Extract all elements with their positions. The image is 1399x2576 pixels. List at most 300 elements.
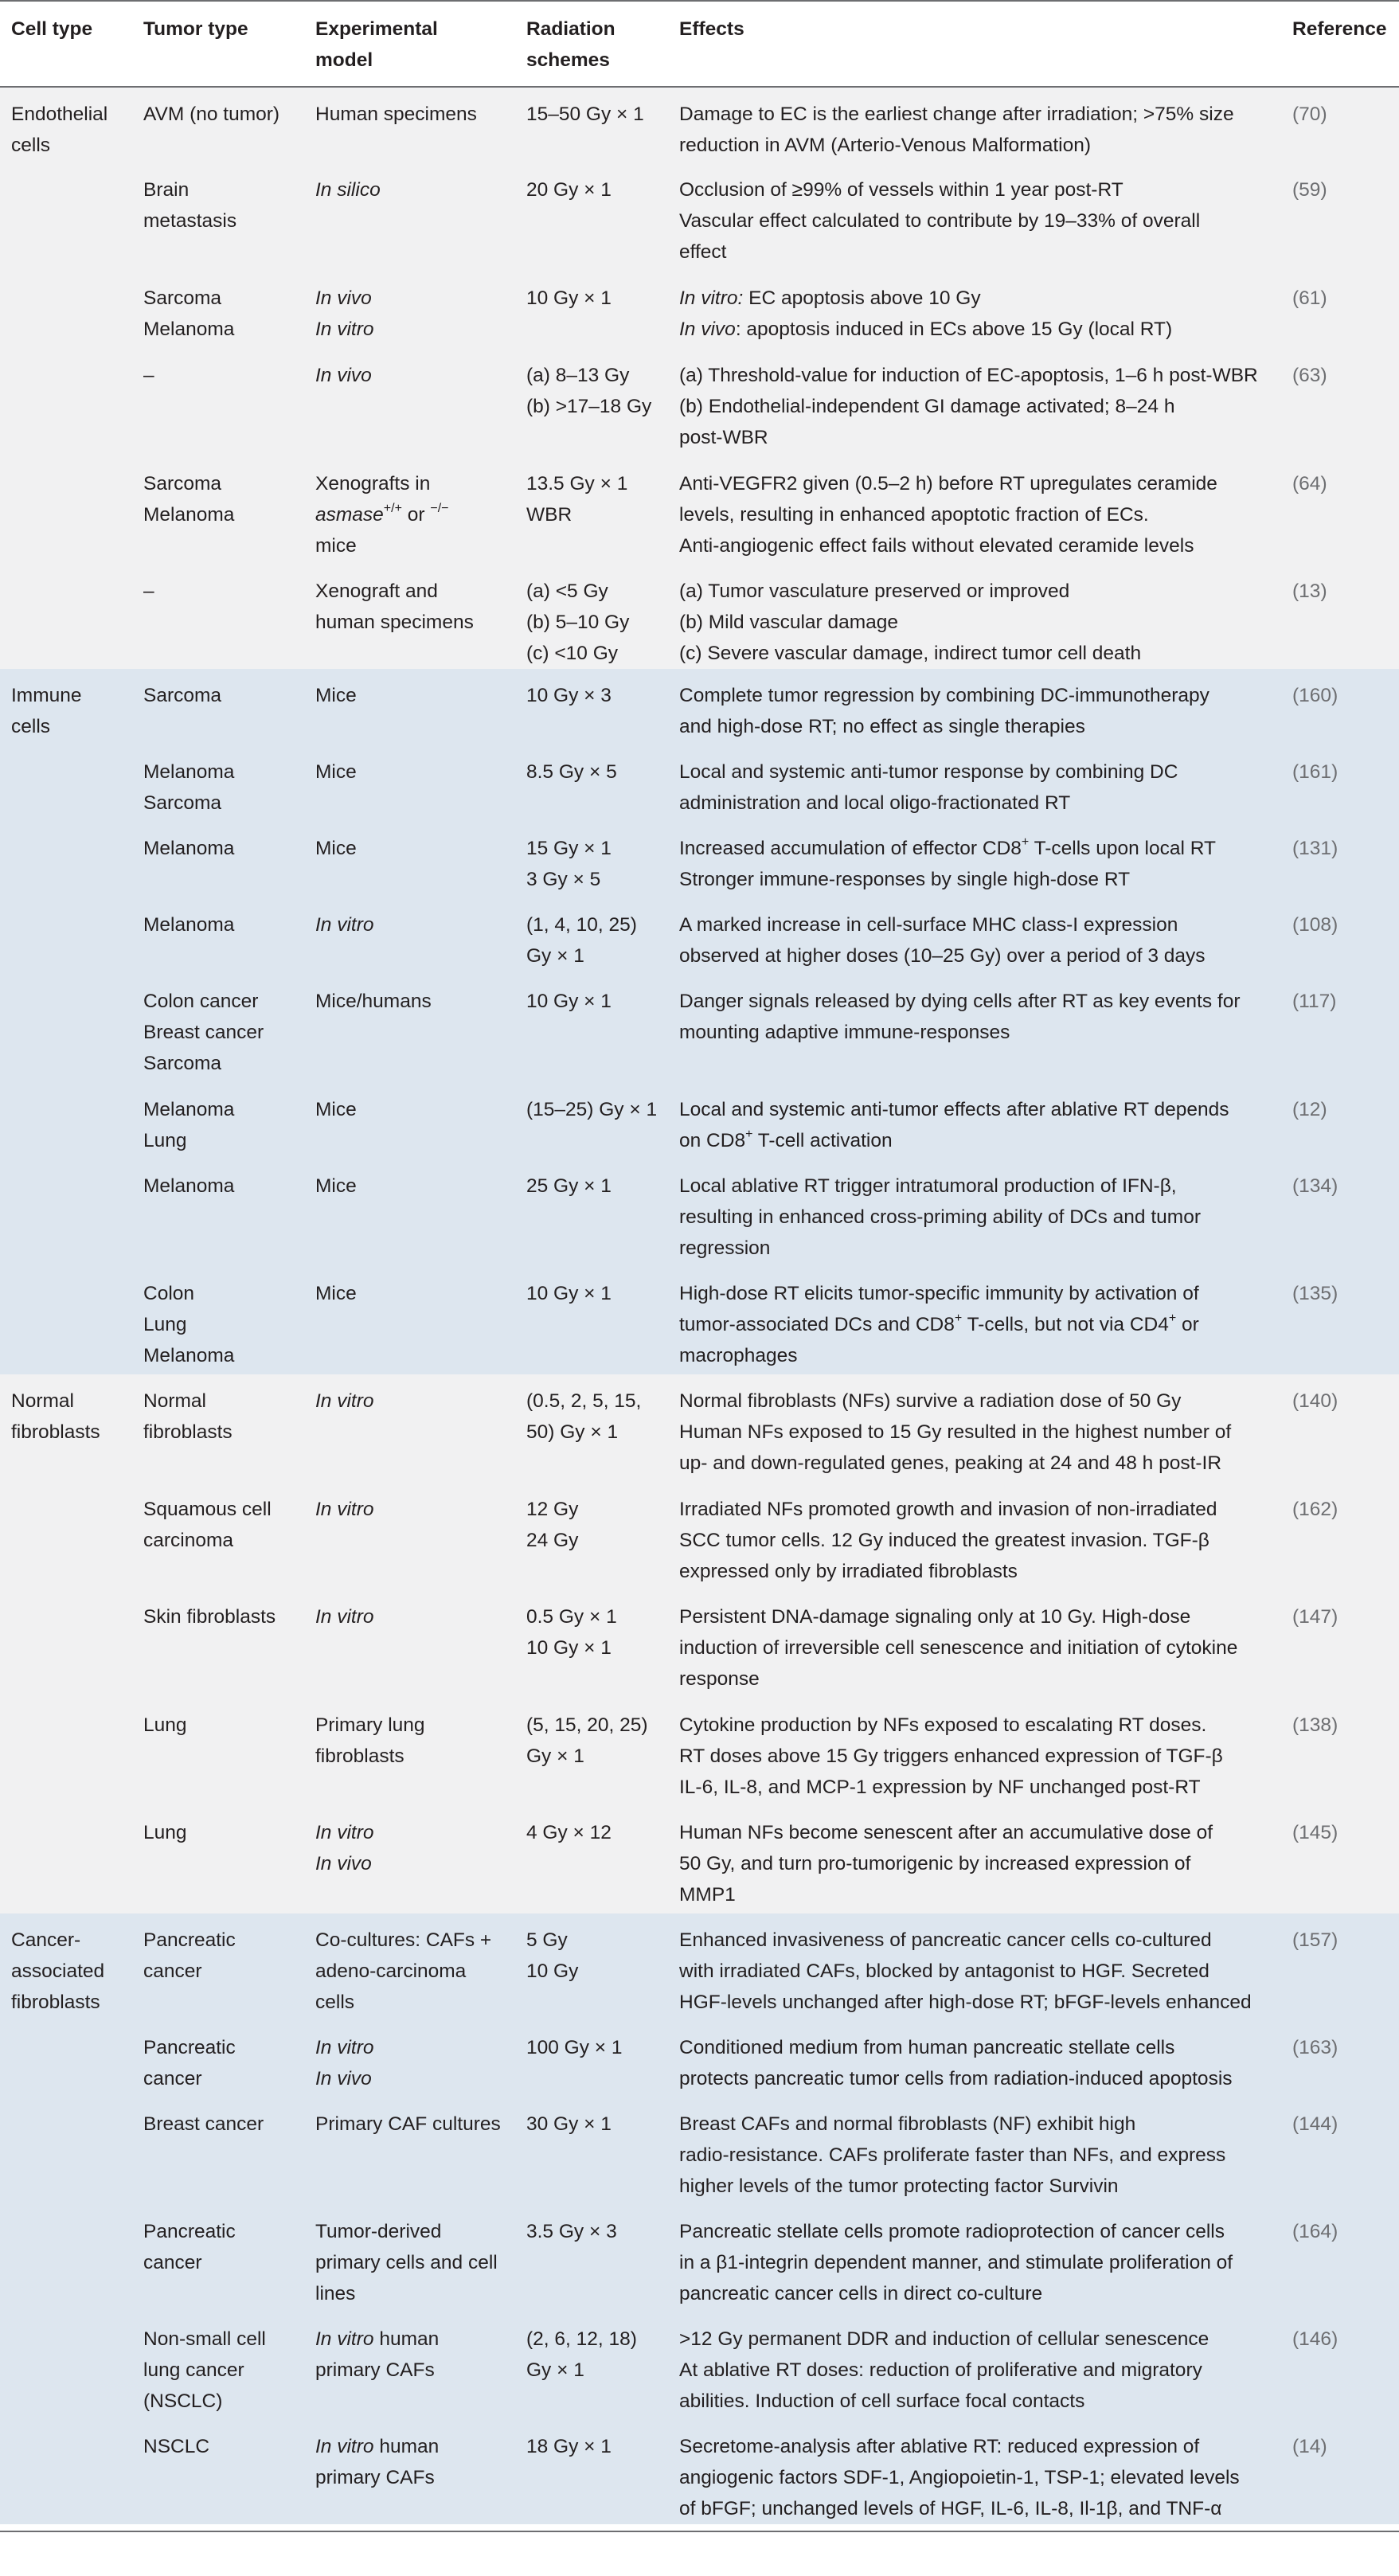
- table-row: [0, 822, 1399, 898]
- effects-text: Vascular effect calculated to contribute by 19–33% of overall: [679, 210, 1201, 232]
- effects-text: induction of irreversible cell senescence and initiation of cytokine: [679, 1637, 1238, 1659]
- reference-link[interactable]: (131): [1292, 838, 1338, 859]
- effects-cell: [668, 2420, 1281, 2524]
- cell-type-label: Normal: [11, 1390, 74, 1412]
- tumor-type-text: NSCLC: [143, 2436, 210, 2457]
- reference-cell: [1281, 457, 1399, 565]
- reference-link[interactable]: (13): [1292, 580, 1327, 602]
- scheme-text: 100 Gy × 1: [526, 2037, 623, 2058]
- model-text: Human specimens: [315, 104, 477, 125]
- effects-text: macrophages: [679, 1345, 798, 1366]
- scheme-text: 3 Gy × 5: [526, 869, 601, 890]
- table-header: [0, 1, 1399, 87]
- effects-text: Anti-angiogenic effect fails without elevated ceramide levels: [679, 535, 1194, 557]
- effects-text: Irradiated NFs promoted growth and invasion of non-irradiated: [679, 1499, 1217, 1520]
- model-text: In vivo: [315, 2068, 372, 2089]
- experimental-model-cell: [304, 1483, 515, 1590]
- tumor-type-cell: [132, 457, 304, 565]
- effects-text: regression: [679, 1237, 771, 1259]
- reference-cell: [1281, 2420, 1399, 2524]
- tumor-type-text: lung cancer: [143, 2359, 244, 2381]
- header-tumor-type: Tumor type: [132, 1, 304, 87]
- table-row: [0, 745, 1399, 822]
- cell-type-cell: [0, 349, 132, 457]
- reference-link[interactable]: (61): [1292, 287, 1327, 309]
- experimental-model-cell: [304, 745, 515, 822]
- tumor-type-cell: [132, 1590, 304, 1698]
- experimental-model-cell: [304, 2420, 515, 2524]
- effects-text: effect: [679, 241, 727, 263]
- effects-cell: [668, 349, 1281, 457]
- cell-type-label: cells: [11, 135, 51, 156]
- experimental-model-cell: [304, 87, 515, 163]
- scheme-text: 18 Gy × 1: [526, 2436, 612, 2457]
- reference-cell: [1281, 1159, 1399, 1267]
- effects-text: RT doses above 15 Gy triggers enhanced expression of TGF-β: [679, 1745, 1223, 1767]
- table-row: [0, 457, 1399, 565]
- reference-link[interactable]: (140): [1292, 1390, 1338, 1412]
- model-text: Primary CAF cultures: [315, 2113, 501, 2135]
- radiation-scheme-cell: [515, 1159, 668, 1267]
- reference-link[interactable]: (147): [1292, 1606, 1338, 1628]
- tumor-type-text: cancer: [143, 2068, 202, 2089]
- tumor-type-cell: [132, 822, 304, 898]
- model-text: Mice/humans: [315, 991, 432, 1012]
- effects-cell: [668, 457, 1281, 565]
- model-text: In vitro: [315, 2037, 374, 2058]
- tumor-type-text: cancer: [143, 2252, 202, 2273]
- reference-link[interactable]: (145): [1292, 1822, 1338, 1843]
- cell-type-cell: [0, 457, 132, 565]
- table-row: [0, 898, 1399, 975]
- radiation-scheme-cell: [515, 669, 668, 745]
- model-text: Xenografts in: [315, 473, 431, 494]
- effects-text: Pancreatic stellate cells promote radioprotection of cancer cells: [679, 2221, 1225, 2242]
- tumor-type-text: Lung: [143, 1130, 187, 1151]
- header-row: [0, 1, 1399, 87]
- effects-text: up- and down-regulated genes, peaking at 24 and 48 h post-IR: [679, 1452, 1222, 1474]
- cell-type-cell: [0, 1374, 132, 1483]
- effects-text: HGF-levels unchanged after high-dose RT; bFGF-levels enhanced: [679, 1992, 1252, 2013]
- scheme-text: 25 Gy × 1: [526, 1175, 612, 1197]
- effects-text: At ablative RT doses: reduction of proliferative and migratory: [679, 2359, 1202, 2381]
- reference-link[interactable]: (59): [1292, 179, 1327, 201]
- table-row: [0, 975, 1399, 1083]
- tumor-type-text: Non-small cell: [143, 2328, 266, 2350]
- effects-text: Damage to EC is the earliest change after irradiation; >75% size: [679, 104, 1234, 125]
- scheme-text: (b) >17–18 Gy: [526, 396, 652, 417]
- experimental-model-cell: [304, 349, 515, 457]
- reference-link[interactable]: (163): [1292, 2037, 1338, 2058]
- reference-cell: [1281, 669, 1399, 745]
- model-text: In vivo: [315, 365, 372, 386]
- radiation-scheme-cell: [515, 2205, 668, 2312]
- reference-link[interactable]: (146): [1292, 2328, 1338, 2350]
- effects-text: Human NFs exposed to 15 Gy resulted in the highest number of: [679, 1421, 1232, 1443]
- model-text: primary cells and cell: [315, 2252, 498, 2273]
- tumor-type-cell: [132, 2021, 304, 2097]
- effects-cell: [668, 1913, 1281, 2021]
- tumor-type-text: Sarcoma: [143, 1053, 222, 1074]
- scheme-text: 5 Gy: [526, 1929, 568, 1951]
- effects-cell: [668, 822, 1281, 898]
- tumor-type-cell: [132, 163, 304, 272]
- experimental-model-cell: [304, 1913, 515, 2021]
- tumor-type-cell: [132, 2097, 304, 2205]
- model-text: In vitro: [315, 1390, 374, 1412]
- cell-type-group: [0, 87, 1399, 669]
- tumor-type-text: Skin fibroblasts: [143, 1606, 276, 1628]
- scheme-text: 10 Gy × 1: [526, 991, 612, 1012]
- radiation-scheme-cell: [515, 1590, 668, 1698]
- effects-text: reduction in AVM (Arterio-Venous Malformation): [679, 135, 1091, 156]
- model-text: In vivo: [315, 287, 372, 309]
- scheme-text: 10 Gy: [526, 1960, 579, 1982]
- effects-text: Danger signals released by dying cells after RT as key events for: [679, 991, 1241, 1012]
- effects-cell: [668, 2097, 1281, 2205]
- effects-text: (b) Endothelial-independent GI damage activated; 8–24 h: [679, 396, 1175, 417]
- effects-text: >12 Gy permanent DDR and induction of cellular senescence: [679, 2328, 1209, 2350]
- scheme-text: (2, 6, 12, 18): [526, 2328, 637, 2350]
- radiation-scheme-cell: [515, 565, 668, 669]
- effects-text: In vitro: EC apoptosis above 10 Gy: [679, 287, 981, 309]
- radiation-scheme-cell: [515, 1083, 668, 1159]
- cell-type-cell: [0, 2420, 132, 2524]
- effects-text: angiogenic factors SDF-1, Angiopoietin-1, TSP-1; elevated levels: [679, 2467, 1240, 2488]
- model-text: Co-cultures: CAFs +: [315, 1929, 492, 1951]
- table-row: [0, 1159, 1399, 1267]
- tumor-type-text: cancer: [143, 1960, 202, 1982]
- cell-type-cell: [0, 1806, 132, 1913]
- radiation-scheme-cell: [515, 1698, 668, 1806]
- model-text: asmase+/+ or −/−: [315, 501, 449, 526]
- reference-cell: [1281, 565, 1399, 669]
- bottom-rule: [0, 2524, 1399, 2531]
- scheme-text: (15–25) Gy × 1: [526, 1099, 658, 1120]
- cell-type-cell: [0, 1698, 132, 1806]
- effects-text: (c) Severe vascular damage, indirect tumor cell death: [679, 643, 1142, 664]
- scheme-text: Gy × 1: [526, 2359, 584, 2381]
- radiation-scheme-cell: [515, 2097, 668, 2205]
- experimental-model-cell: [304, 898, 515, 975]
- effects-text: abilities. Induction of cell surface focal contacts: [679, 2390, 1085, 2412]
- cell-type-label: fibroblasts: [11, 1421, 100, 1443]
- effects-text: of bFGF; unchanged levels of HGF, IL-6, IL-8, Il-1β, and TNF-α: [679, 2498, 1222, 2519]
- effects-cell: [668, 565, 1281, 669]
- effects-text: protects pancreatic tumor cells from radiation-induced apoptosis: [679, 2068, 1233, 2089]
- reference-link[interactable]: (161): [1292, 761, 1338, 783]
- table-row: [0, 272, 1399, 349]
- tumor-type-cell: [132, 87, 304, 163]
- tumor-type-cell: [132, 1159, 304, 1267]
- reference-link[interactable]: (108): [1292, 914, 1338, 936]
- reference-cell: [1281, 1483, 1399, 1590]
- effects-text: tumor-associated DCs and CD8+ T-cells, but not via CD4+ or: [679, 1311, 1199, 1335]
- tumor-type-text: Melanoma: [143, 914, 235, 936]
- cell-type-label: cells: [11, 716, 51, 737]
- radiation-scheme-cell: [515, 745, 668, 822]
- reference-link[interactable]: (164): [1292, 2221, 1338, 2242]
- effects-text: Secretome-analysis after ablative RT: reduced expression of: [679, 2436, 1200, 2457]
- reference-cell: [1281, 745, 1399, 822]
- tumor-type-text: Squamous cell: [143, 1499, 272, 1520]
- scheme-text: 10 Gy × 1: [526, 1637, 612, 1659]
- reference-cell: [1281, 87, 1399, 163]
- reference-link[interactable]: (144): [1292, 2113, 1338, 2135]
- tumor-type-text: Melanoma: [143, 1345, 235, 1366]
- radiation-scheme-cell: [515, 457, 668, 565]
- header-radiation-schemes: Radiation schemes: [515, 1, 668, 87]
- scheme-text: Gy × 1: [526, 945, 584, 967]
- effects-cell: [668, 1159, 1281, 1267]
- table-row: [0, 1374, 1399, 1483]
- cell-type-cell: [0, 163, 132, 272]
- effects-text: post-WBR: [679, 427, 768, 448]
- tumor-type-text: –: [143, 365, 154, 386]
- experimental-model-cell: [304, 2097, 515, 2205]
- model-text: Xenograft and: [315, 580, 438, 602]
- reference-cell: [1281, 1267, 1399, 1374]
- effects-text: Conditioned medium from human pancreatic stellate cells: [679, 2037, 1175, 2058]
- effects-text: In vivo: apoptosis induced in ECs above 15 Gy (local RT): [679, 319, 1173, 340]
- experimental-model-cell: [304, 1083, 515, 1159]
- tumor-type-text: Colon cancer: [143, 991, 259, 1012]
- cell-type-cell: [0, 2097, 132, 2205]
- table-row: [0, 1806, 1399, 1913]
- radiation-scheme-cell: [515, 1374, 668, 1483]
- table-row: [0, 163, 1399, 272]
- tumor-type-cell: [132, 669, 304, 745]
- reference-link[interactable]: (138): [1292, 1714, 1338, 1736]
- effects-text: 50 Gy, and turn pro-tumorigenic by increased expression of: [679, 1853, 1191, 1874]
- scheme-text: 8.5 Gy × 5: [526, 761, 617, 783]
- cell-type-cell: [0, 2205, 132, 2312]
- reference-link[interactable]: (160): [1292, 685, 1338, 706]
- effects-text: (b) Mild vascular damage: [679, 612, 899, 633]
- cell-type-label: associated: [11, 1960, 105, 1982]
- header-experimental-model: Experimental model: [304, 1, 515, 87]
- tumor-type-cell: [132, 1913, 304, 2021]
- model-text: Primary lung: [315, 1714, 425, 1736]
- reference-cell: [1281, 1913, 1399, 2021]
- model-text: Mice: [315, 838, 357, 859]
- cell-type-cell: [0, 898, 132, 975]
- effects-cell: [668, 1083, 1281, 1159]
- reference-cell: [1281, 163, 1399, 272]
- reference-link[interactable]: (162): [1292, 1499, 1338, 1520]
- effects-cell: [668, 745, 1281, 822]
- model-text: Mice: [315, 761, 357, 783]
- radiation-scheme-cell: [515, 1267, 668, 1374]
- table-row: [0, 2312, 1399, 2420]
- tumor-type-text: Pancreatic: [143, 2037, 236, 2058]
- reference-cell: [1281, 975, 1399, 1083]
- model-text: mice: [315, 535, 357, 557]
- experimental-model-cell: [304, 565, 515, 669]
- effects-text: with irradiated CAFs, blocked by antagonist to HGF. Secreted: [679, 1960, 1209, 1982]
- cell-type-cell: [0, 975, 132, 1083]
- effects-cell: [668, 1374, 1281, 1483]
- table-row: [0, 1483, 1399, 1590]
- reference-link[interactable]: (135): [1292, 1283, 1338, 1304]
- experimental-model-cell: [304, 1806, 515, 1913]
- effects-text: expressed only by irradiated fibroblasts: [679, 1561, 1018, 1582]
- reference-cell: [1281, 2205, 1399, 2312]
- reference-link[interactable]: (63): [1292, 365, 1327, 386]
- tumor-type-text: Normal: [143, 1390, 206, 1412]
- experimental-model-cell: [304, 457, 515, 565]
- reference-cell: [1281, 822, 1399, 898]
- effects-text: Anti-VEGFR2 given (0.5–2 h) before RT upregulates ceramide: [679, 473, 1217, 494]
- effects-text: response: [679, 1668, 760, 1690]
- table-row: [0, 669, 1399, 745]
- table-row: [0, 1698, 1399, 1806]
- reference-cell: [1281, 1590, 1399, 1698]
- tumor-type-text: Melanoma: [143, 504, 235, 526]
- cell-type-cell: [0, 1159, 132, 1267]
- tumor-type-text: carcinoma: [143, 1530, 234, 1551]
- reference-cell: [1281, 272, 1399, 349]
- effects-text: Complete tumor regression by combining DC-immunotherapy: [679, 685, 1209, 706]
- effects-text: A marked increase in cell-surface MHC class-I expression: [679, 914, 1178, 936]
- effects-cell: [668, 2205, 1281, 2312]
- cell-type-cell: [0, 1913, 132, 2021]
- radiation-scheme-cell: [515, 87, 668, 163]
- reference-cell: [1281, 1806, 1399, 1913]
- tumor-type-text: Lung: [143, 1714, 187, 1736]
- effects-cell: [668, 1590, 1281, 1698]
- experimental-model-cell: [304, 1590, 515, 1698]
- model-text: lines: [315, 2283, 356, 2304]
- cell-type-label: Endothelial: [11, 104, 108, 125]
- tumor-type-text: Brain: [143, 179, 190, 201]
- tumor-type-text: Melanoma: [143, 838, 235, 859]
- effects-cell: [668, 163, 1281, 272]
- reference-link[interactable]: (12): [1292, 1099, 1327, 1120]
- model-text: In vitro: [315, 1822, 374, 1843]
- tumor-type-text: AVM (no tumor): [143, 104, 280, 125]
- effects-text: High-dose RT elicits tumor-specific immunity by activation of: [679, 1283, 1199, 1304]
- cell-type-cell: [0, 1590, 132, 1698]
- cell-type-label: Immune: [11, 685, 82, 706]
- effects-text: Enhanced invasiveness of pancreatic cancer cells co-cultured: [679, 1929, 1212, 1951]
- reference-link[interactable]: (14): [1292, 2436, 1327, 2457]
- tumor-type-text: Breast cancer: [143, 1022, 264, 1043]
- effects-text: pancreatic cancer cells in direct co-culture: [679, 2283, 1043, 2304]
- effects-text: Normal fibroblasts (NFs) survive a radiation dose of 50 Gy: [679, 1390, 1182, 1412]
- cell-type-group: [0, 1913, 1399, 2524]
- reference-cell: [1281, 1698, 1399, 1806]
- tumor-type-text: Colon: [143, 1283, 195, 1304]
- tumor-type-text: Lung: [143, 1822, 187, 1843]
- experimental-model-cell: [304, 1159, 515, 1267]
- reference-cell: [1281, 2097, 1399, 2205]
- reference-link[interactable]: (70): [1292, 104, 1327, 125]
- cell-type-cell: [0, 565, 132, 669]
- tumor-type-text: Melanoma: [143, 1175, 235, 1197]
- model-text: adeno-carcinoma: [315, 1960, 467, 1982]
- tumor-type-text: Melanoma: [143, 761, 235, 783]
- cell-type-cell: [0, 272, 132, 349]
- radiation-scheme-cell: [515, 975, 668, 1083]
- scheme-text: 50) Gy × 1: [526, 1421, 619, 1443]
- effects-text: Stronger immune-responses by single high-dose RT: [679, 869, 1131, 890]
- effects-text: SCC tumor cells. 12 Gy induced the greatest invasion. TGF-β: [679, 1530, 1209, 1551]
- effects-text: Increased accumulation of effector CD8+ T-cells upon local RT: [679, 835, 1216, 859]
- model-text: Mice: [315, 1099, 357, 1120]
- reference-link[interactable]: (134): [1292, 1175, 1338, 1197]
- table-row: [0, 1913, 1399, 2021]
- radiation-scheme-cell: [515, 898, 668, 975]
- experimental-model-cell: [304, 163, 515, 272]
- table-row: [0, 2205, 1399, 2312]
- reference-link[interactable]: (117): [1292, 991, 1337, 1012]
- radiation-scheme-cell: [515, 822, 668, 898]
- effects-text: in a β1-integrin dependent manner, and stimulate proliferation of: [679, 2252, 1233, 2273]
- tumor-type-cell: [132, 2205, 304, 2312]
- tumor-type-text: Sarcoma: [143, 473, 222, 494]
- reference-link[interactable]: (64): [1292, 473, 1327, 494]
- effects-text: observed at higher doses (10–25 Gy) over a period of 3 days: [679, 945, 1206, 967]
- model-text: In vitro human: [315, 2328, 440, 2350]
- scheme-text: 20 Gy × 1: [526, 179, 612, 201]
- tumor-type-cell: [132, 975, 304, 1083]
- model-text: Mice: [315, 685, 357, 706]
- effects-cell: [668, 272, 1281, 349]
- cell-type-group: [0, 669, 1399, 1374]
- effects-text: Persistent DNA-damage signaling only at 10 Gy. High-dose: [679, 1606, 1191, 1628]
- scheme-text: 10 Gy × 3: [526, 685, 612, 706]
- effects-text: on CD8+ T-cell activation: [679, 1127, 893, 1151]
- radiation-scheme-cell: [515, 2021, 668, 2097]
- tumor-type-cell: [132, 272, 304, 349]
- table-row: [0, 2021, 1399, 2097]
- cell-type-cell: [0, 1083, 132, 1159]
- reference-cell: [1281, 898, 1399, 975]
- radiation-scheme-cell: [515, 1483, 668, 1590]
- tumor-type-text: metastasis: [143, 210, 237, 232]
- experimental-model-cell: [304, 1698, 515, 1806]
- table-row: [0, 565, 1399, 669]
- reference-cell: [1281, 349, 1399, 457]
- reference-link[interactable]: (157): [1292, 1929, 1338, 1951]
- radiation-scheme-cell: [515, 163, 668, 272]
- effects-text: and high-dose RT; no effect as single therapies: [679, 716, 1085, 737]
- experimental-model-cell: [304, 2205, 515, 2312]
- experimental-model-cell: [304, 2312, 515, 2420]
- cell-type-label: Cancer-: [11, 1929, 81, 1951]
- cell-type-cell: [0, 2312, 132, 2420]
- tumor-type-cell: [132, 565, 304, 669]
- effects-cell: [668, 2021, 1281, 2097]
- effects-cell: [668, 1267, 1281, 1374]
- tumor-type-cell: [132, 1806, 304, 1913]
- scheme-text: WBR: [526, 504, 572, 526]
- radiation-scheme-cell: [515, 2312, 668, 2420]
- model-text: fibroblasts: [315, 1745, 404, 1767]
- effects-cell: [668, 1806, 1281, 1913]
- model-text: In vitro: [315, 319, 374, 340]
- effects-text: radio-resistance. CAFs proliferate faster than NFs, and express: [679, 2144, 1226, 2166]
- model-text: Mice: [315, 1283, 357, 1304]
- tumor-type-text: fibroblasts: [143, 1421, 233, 1443]
- effects-cell: [668, 1483, 1281, 1590]
- cell-type-cell: [0, 1267, 132, 1374]
- scheme-text: 10 Gy × 1: [526, 287, 612, 309]
- tumor-type-cell: [132, 898, 304, 975]
- header-effects: Effects: [668, 1, 1281, 87]
- table-footer: [0, 2524, 1399, 2531]
